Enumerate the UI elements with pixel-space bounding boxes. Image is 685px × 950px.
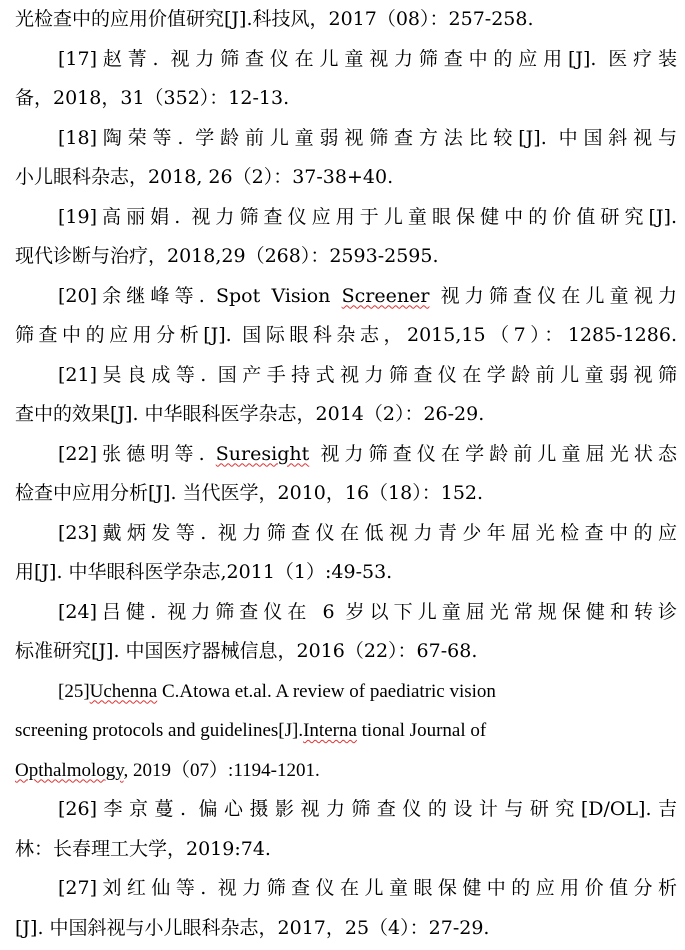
reference-line xyxy=(15,395,677,435)
line-text: [23]戴炳发等. 视力筛查仪在低视力青少年屈光检查中的应 xyxy=(58,521,677,544)
reference-line xyxy=(15,909,677,949)
reference-27 xyxy=(58,869,677,909)
line-text: screening protocols and guidelines[J]. xyxy=(15,720,304,741)
line-text: 检查中应用分析[J]. 当代医学，2010，16（18）：152. xyxy=(15,482,484,504)
line-text: tional Journal of xyxy=(356,720,487,741)
line-text: 查中的效果[J]. 中华眼科医学杂志，2014（2）：26-29. xyxy=(15,403,485,425)
spellcheck-word: Suresight xyxy=(215,442,310,465)
spellcheck-word: Interna xyxy=(303,720,357,741)
line-text: [18]陶荣等. 学龄前儿童弱视筛查方法比较[J]. 中国斜视与 xyxy=(58,126,677,149)
spellcheck-word: Opthalmology xyxy=(15,759,124,781)
line-text: C.Atowa et.al. A review of paediatric vision xyxy=(157,680,496,702)
reference-17 xyxy=(58,40,677,80)
line-text: 标准研究[J]. 中国医疗器械信息，2016（22）：67-68. xyxy=(15,640,478,662)
reference-18 xyxy=(58,119,677,159)
line-text: 现代诊断与治疗，2018,29（268）：2593-2595. xyxy=(15,245,439,267)
reference-25 xyxy=(58,672,677,712)
reference-24 xyxy=(58,593,677,633)
line-text: 用[J]. 中华眼科医学杂志,2011（1）:49-53. xyxy=(15,561,393,583)
line-text: 视力筛查仪在学龄前儿童屈光状态 xyxy=(309,442,677,465)
reference-line xyxy=(15,316,677,356)
line-text: , 2019（07）:1194-1201. xyxy=(123,759,320,781)
reference-line xyxy=(15,474,677,514)
reference-line xyxy=(15,158,677,198)
spellcheck-word: Screener xyxy=(341,284,430,307)
reference-23 xyxy=(58,514,677,554)
reference-line xyxy=(15,632,677,672)
line-text: [27]刘红仙等. 视力筛查仪在儿童眼保健中的应用价值分析 xyxy=(58,877,677,899)
line-text: [J]. 中国斜视与小儿眼科杂志，2017，25（4）：27-29. xyxy=(15,916,490,939)
spellcheck-word: Uchenna xyxy=(89,680,158,702)
reference-line xyxy=(15,711,677,751)
line-text: [21]吴良成等. 国产手持式视力筛查仪在学龄前儿童弱视筛 xyxy=(58,363,677,386)
reference-19 xyxy=(58,198,677,238)
reference-20 xyxy=(58,277,677,317)
line-text: 视力筛查仪在儿童视力 xyxy=(429,284,677,307)
reference-21 xyxy=(58,356,677,396)
line-text: [24]吕健. 视力筛查仪在 6 岁以下儿童屈光常规保健和转诊 xyxy=(58,600,677,623)
line-text: [22]张德明等. xyxy=(58,442,216,465)
line-text: 小儿眼科杂志，2018, 26（2）：37-38+40. xyxy=(15,166,394,188)
reference-line xyxy=(15,0,677,40)
reference-line xyxy=(15,553,677,593)
reference-26 xyxy=(58,790,677,830)
line-text: [26]李京蔓. 偏心摄影视力筛查仪的设计与研究[D/OL].吉 xyxy=(58,798,677,820)
line-text: [25] xyxy=(58,680,90,702)
line-text: [19]高丽娟. 视力筛查仪应用于儿童眼保健中的价值研究[J]. xyxy=(58,205,677,228)
line-text: 林：长春理工大学，2019:74. xyxy=(15,837,271,860)
line-text: 光检查中的应用价值研究[J].科技风，2017（08）：257-258. xyxy=(15,8,534,30)
reference-line xyxy=(15,237,677,277)
reference-line xyxy=(15,79,677,119)
line-text: 备，2018，31（352）：12-13. xyxy=(15,87,290,109)
line-text: 筛查中的应用分析[J]. 国际眼科杂志，2015,15（7）：1285-1286. xyxy=(15,324,677,346)
line-text: [20]余继峰等. Spot Vision xyxy=(58,284,342,307)
reference-line xyxy=(15,751,677,791)
reference-22 xyxy=(58,435,677,475)
reference-line xyxy=(15,830,677,870)
line-text: [17]赵菁. 视力筛查仪在儿童视力筛查中的应用[J]. 医疗装 xyxy=(58,47,677,70)
